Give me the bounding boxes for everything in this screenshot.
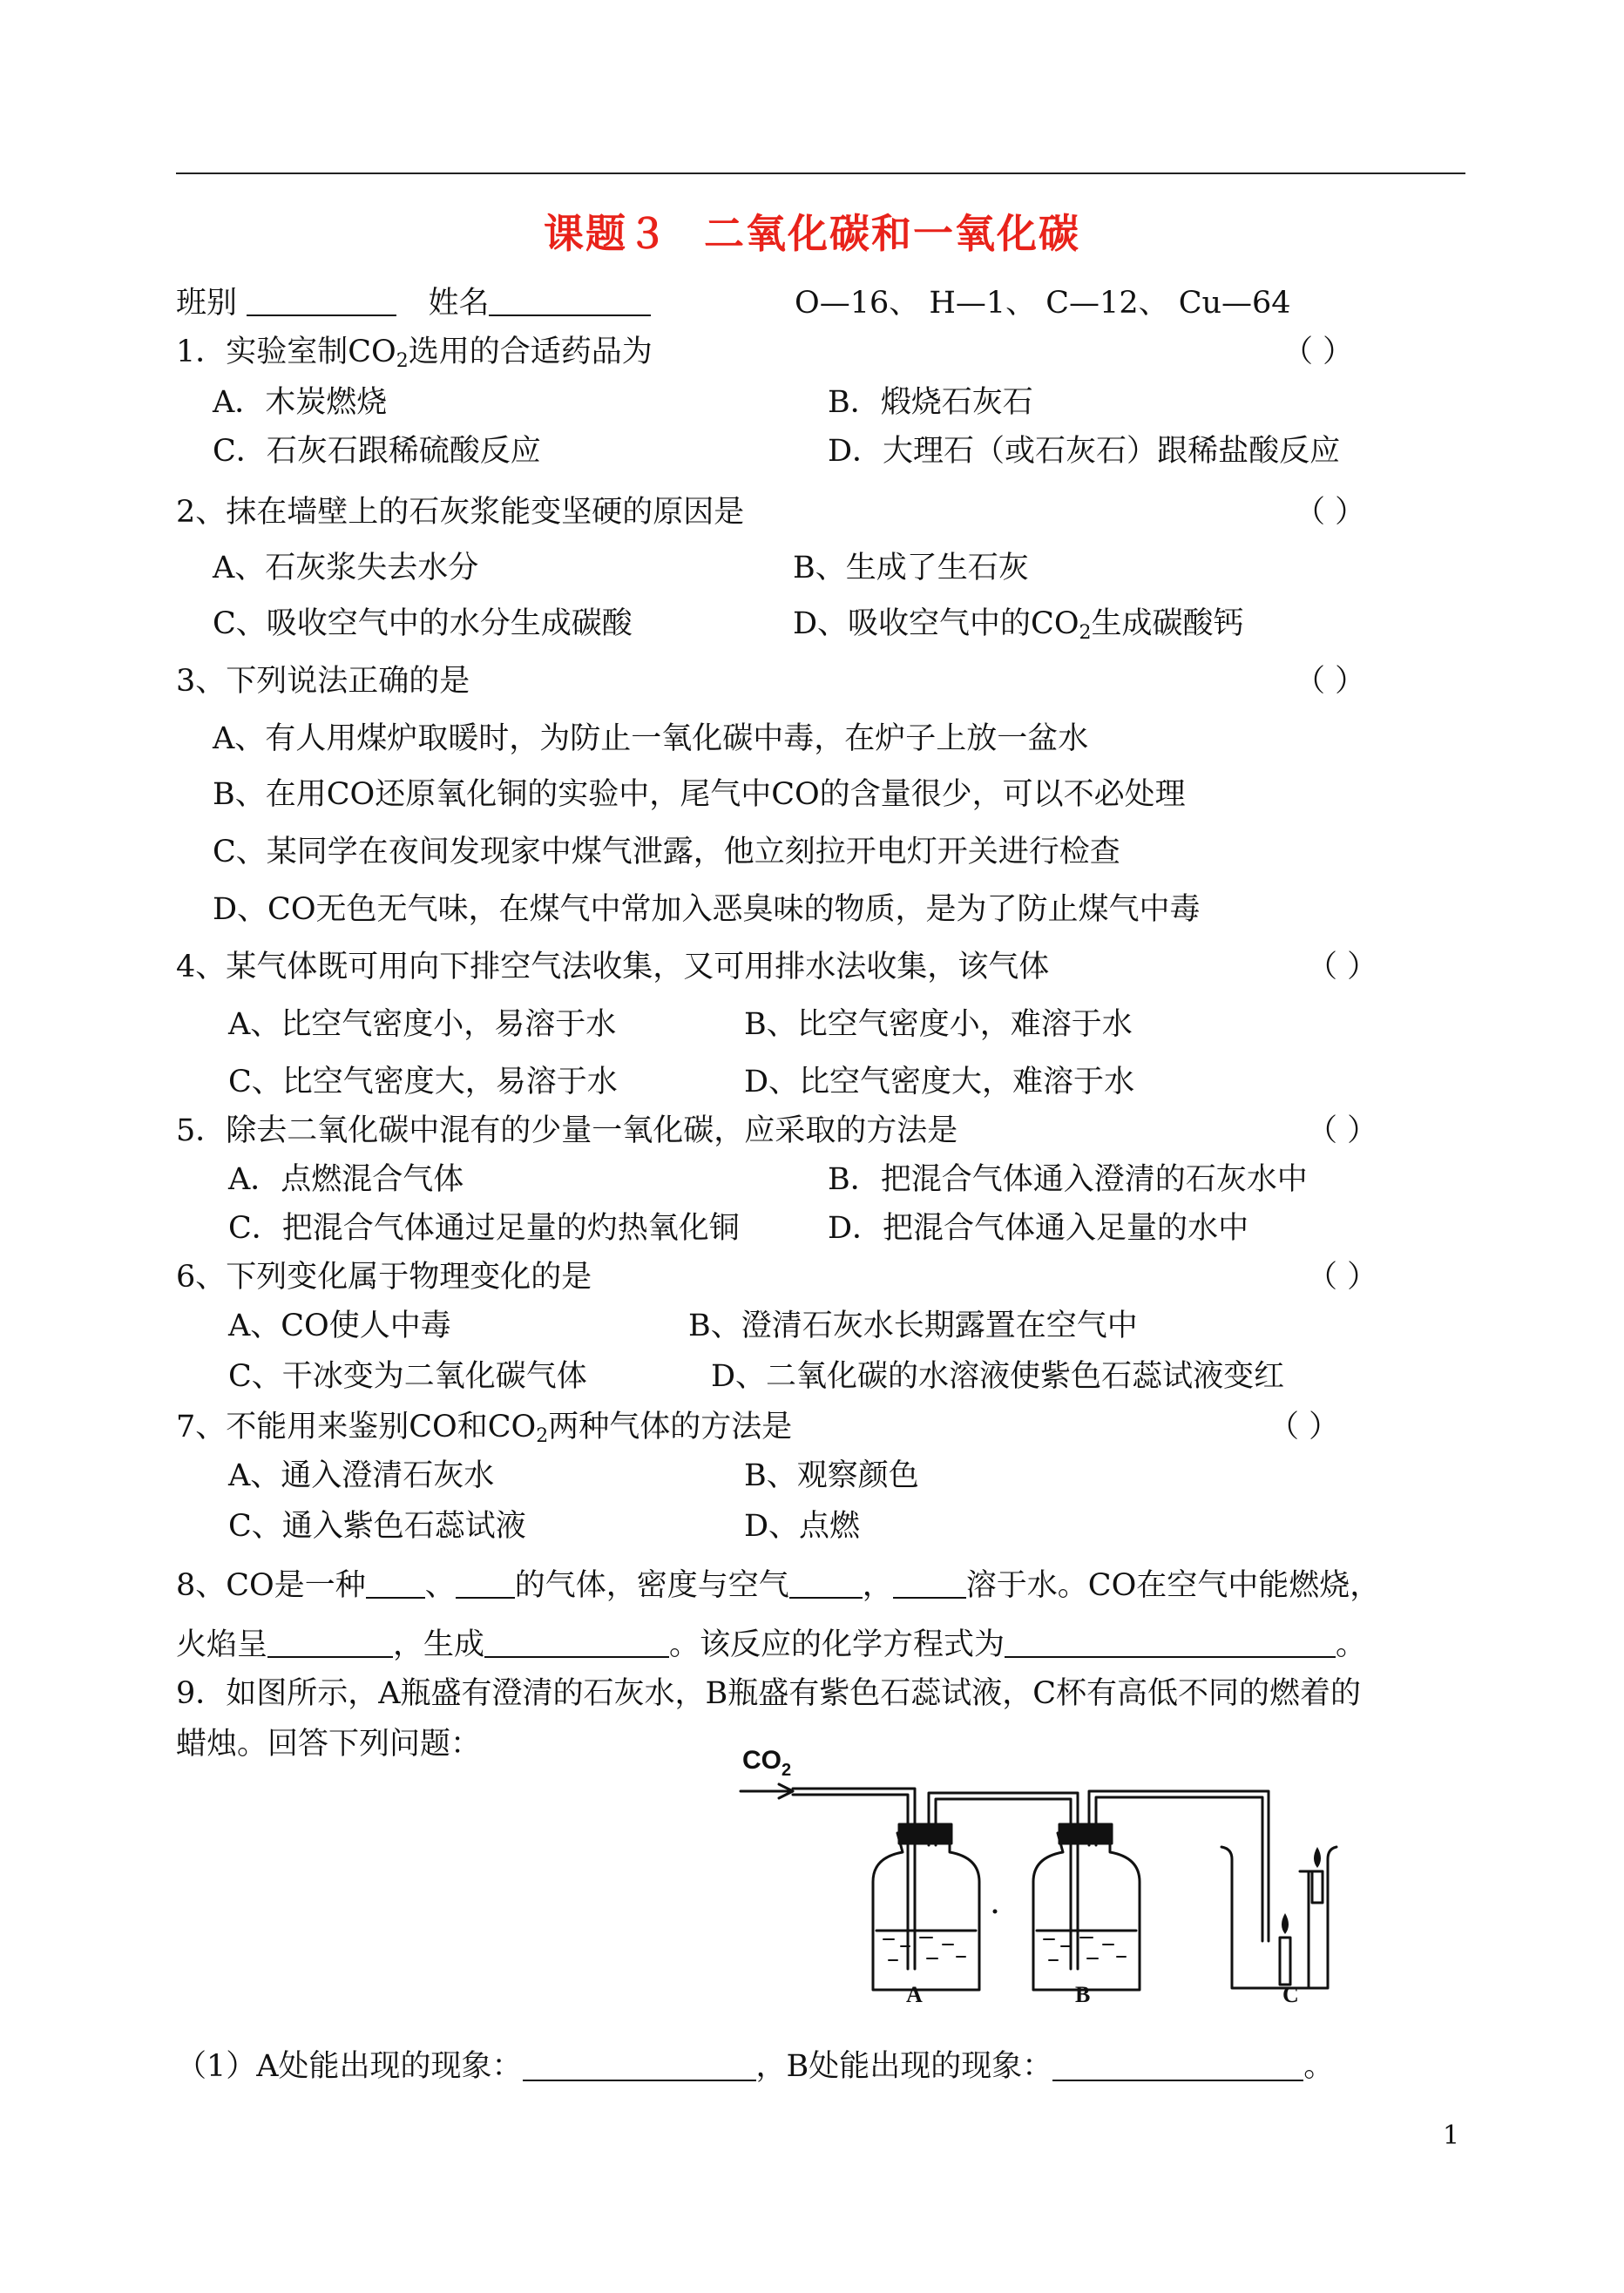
q7-option-b: B、观察颜色 (744, 1458, 919, 1493)
q8-blank-equation[interactable] (1005, 1627, 1336, 1658)
q1-option-d: D．大理石（或石灰石）跟稀盐酸反应 (828, 434, 1341, 469)
tube-inlet (793, 1789, 915, 1969)
q9-sub1-text-a: （1）A处能出现的现象： (176, 2049, 523, 2084)
q6-option-a: A、CO使人中毒 (228, 1309, 451, 1343)
q7-subscript: 2 (536, 1425, 549, 1447)
q8-line-1 (176, 1566, 1380, 1605)
q9-stem-line-1: 9．如图所示，A瓶盛有澄清的石灰水，B瓶盛有紫色石蕊试液，C杯有高低不同的燃着的 (176, 1676, 1362, 1711)
atomic-masses: O—16、 H—1、 C—12、 Cu—64 (795, 286, 1291, 321)
q5-option-c: C．把混合气体通过足量的灼热氧化铜 (228, 1211, 740, 1246)
q4-answer-paren[interactable]: （ ） (1307, 950, 1378, 984)
stopper-a (899, 1824, 951, 1843)
q9-stem-line-2: 蜡烛。回答下列问题： (176, 1727, 482, 1762)
q6-option-d: D、二氧化碳的水溶液使紫色石蕊试液变红 (711, 1359, 1285, 1394)
q2-option-d (793, 605, 1244, 643)
q3-option-b: B、在用CO还原氧化铜的实验中，尾气中CO的含量很少，可以不必处理 (213, 777, 1186, 812)
q5-answer-paren[interactable]: （ ） (1307, 1113, 1378, 1148)
q2-stem: 2、抹在墙壁上的石灰浆能变坚硬的原因是 (176, 495, 745, 530)
q4-option-d: D、比空气密度大，难溶于水 (744, 1065, 1135, 1099)
q8-line-2 (176, 1626, 1366, 1664)
label-a: A (906, 1982, 923, 2007)
q2-option-d-text-a: D、吸收空气中的CO (793, 606, 1079, 641)
q5-option-a: A．点燃混合气体 (228, 1162, 464, 1197)
q3-answer-paren[interactable]: （ ） (1295, 664, 1366, 699)
flame-high-icon (1314, 1847, 1321, 1868)
q1-subscript: 2 (396, 350, 409, 372)
q3-option-d: D、CO无色无气味，在煤气中常加入恶臭味的物质，是为了防止煤气中毒 (213, 892, 1201, 927)
q4-option-b: B、比空气密度小，难溶于水 (744, 1007, 1133, 1042)
q8-blank-flame[interactable] (267, 1627, 393, 1658)
q6-option-c: C、干冰变为二氧化碳气体 (228, 1359, 587, 1394)
label-b: B (1075, 1982, 1091, 2007)
q8-blank-odor[interactable] (456, 1567, 515, 1599)
q9-sub-question-1 (176, 2047, 1334, 2086)
q2-option-a: A、石灰浆失去水分 (213, 551, 479, 585)
q2-option-d-text-b: 生成碳酸钙 (1091, 606, 1244, 641)
q4-stem: 4、某气体既可用向下排空气法收集，又可用排水法收集，该气体 (176, 950, 1050, 984)
candle-stand (1300, 1871, 1319, 1988)
experiment-apparatus-figure (734, 1741, 1343, 2007)
q8-text-7: ，生成 (393, 1627, 485, 1662)
q7-answer-paren[interactable]: （ ） (1269, 1410, 1340, 1444)
q7-option-d: D、点燃 (744, 1509, 861, 1544)
q5-option-d: D．把混合气体通入足量的水中 (828, 1211, 1249, 1246)
stopper-b (1059, 1824, 1112, 1843)
title-topic: 二氧化碳和一氧化碳 (704, 210, 1080, 257)
q1-stem-text-a: 1．实验室制CO (176, 335, 396, 369)
q8-text-3: 的气体，密度与空气 (514, 1568, 789, 1603)
liquid-b-texture (1044, 1938, 1126, 1960)
q3-option-a: A、有人用煤炉取暖时，为防止一氧化碳中毒，在炉子上放一盆水 (213, 721, 1089, 756)
page-title (0, 202, 1624, 260)
q7-option-c: C、通入紫色石蕊试液 (228, 1509, 526, 1544)
q2-option-b: B、生成了生石灰 (793, 551, 1029, 585)
page-number: 1 (1443, 2121, 1460, 2151)
q8-text-5: 溶于水。CO在空气中能燃烧， (965, 1568, 1381, 1603)
q4-option-a: A、比空气密度小，易溶于水 (228, 1007, 617, 1042)
q8-text-1: 8、CO是一种 (176, 1568, 366, 1603)
q4-option-c: C、比空气密度大，易溶于水 (228, 1065, 618, 1099)
q8-blank-density[interactable] (789, 1567, 863, 1599)
q7-stem-text-b: 两种气体的方法是 (548, 1410, 793, 1444)
class-label: 班别 (176, 286, 238, 321)
name-label: 姓名 (428, 286, 490, 321)
bottle-b (1033, 1833, 1140, 1990)
q8-blank-solubility[interactable] (893, 1567, 966, 1599)
title-lesson-number: 课题３ (544, 210, 669, 257)
q8-text-4: ， (862, 1568, 893, 1603)
q9-sub1-text-c: 。 (1303, 2049, 1335, 2084)
gas-inlet-arrow (741, 1784, 793, 1798)
q5-stem: 5．除去二氧化碳中混有的少量一氧化碳，应采取的方法是 (176, 1113, 958, 1148)
q1-option-b: B．煅烧石灰石 (828, 385, 1033, 420)
q6-answer-paren[interactable]: （ ） (1307, 1260, 1378, 1295)
q1-answer-paren[interactable]: （ ） (1282, 335, 1354, 369)
tube-b-to-c (1089, 1791, 1269, 1941)
q6-stem: 6、下列变化属于物理变化的是 (176, 1260, 592, 1295)
q1-stem-text-b: 选用的合适药品为 (408, 335, 653, 369)
q7-option-a: A、通入澄清石灰水 (228, 1458, 495, 1493)
q8-text-6: 火焰呈 (176, 1627, 268, 1662)
q6-option-b: B、澄清石灰水长期露置在空气中 (688, 1309, 1138, 1343)
name-blank[interactable] (489, 285, 651, 316)
liquid-a-texture (883, 1938, 965, 1960)
q8-text-9: 。 (1336, 1627, 1367, 1662)
q7-stem-text-a: 7、不能用来鉴别CO和CO (176, 1410, 537, 1444)
q1-option-c: C．石灰石跟稀硫酸反应 (213, 434, 541, 469)
q7-stem (176, 1408, 792, 1446)
flame-low-icon (1282, 1913, 1289, 1934)
q9-blank-b[interactable] (1052, 2053, 1303, 2081)
class-blank[interactable] (247, 285, 396, 316)
q8-blank-color[interactable] (366, 1567, 425, 1599)
q9-sub1-text-b: ，B处能出现的现象： (755, 2049, 1053, 2084)
tube-a-to-b (929, 1793, 1078, 1969)
label-c: C (1282, 1982, 1299, 2007)
q8-text-2: 、 (424, 1568, 456, 1603)
q3-option-c: C、某同学在夜间发现家中煤气泄露，他立刻拉开电灯开关进行检查 (213, 835, 1120, 869)
q5-option-b: B．把混合气体通入澄清的石灰水中 (828, 1162, 1308, 1197)
q2-option-c: C、吸收空气中的水分生成碳酸 (213, 606, 633, 641)
candle-high (1312, 1871, 1323, 1903)
figure-dot (993, 1910, 998, 1914)
gas-label: $CO_2$ (742, 1746, 792, 1780)
bottle-a (873, 1833, 979, 1990)
q8-text-8: 。该反应的化学方程式为 (669, 1627, 1005, 1662)
q1-stem (176, 333, 653, 371)
q8-blank-product[interactable] (484, 1627, 669, 1658)
q9-blank-a[interactable] (523, 2053, 756, 2081)
header-rule (176, 172, 1465, 174)
q3-stem: 3、下列说法正确的是 (176, 664, 470, 699)
candle-low (1280, 1938, 1290, 1985)
student-info-line (176, 284, 651, 322)
q2-answer-paren[interactable]: （ ） (1295, 495, 1366, 530)
q2-subscript: 2 (1079, 622, 1092, 644)
q1-option-a: A．木炭燃烧 (213, 385, 388, 420)
